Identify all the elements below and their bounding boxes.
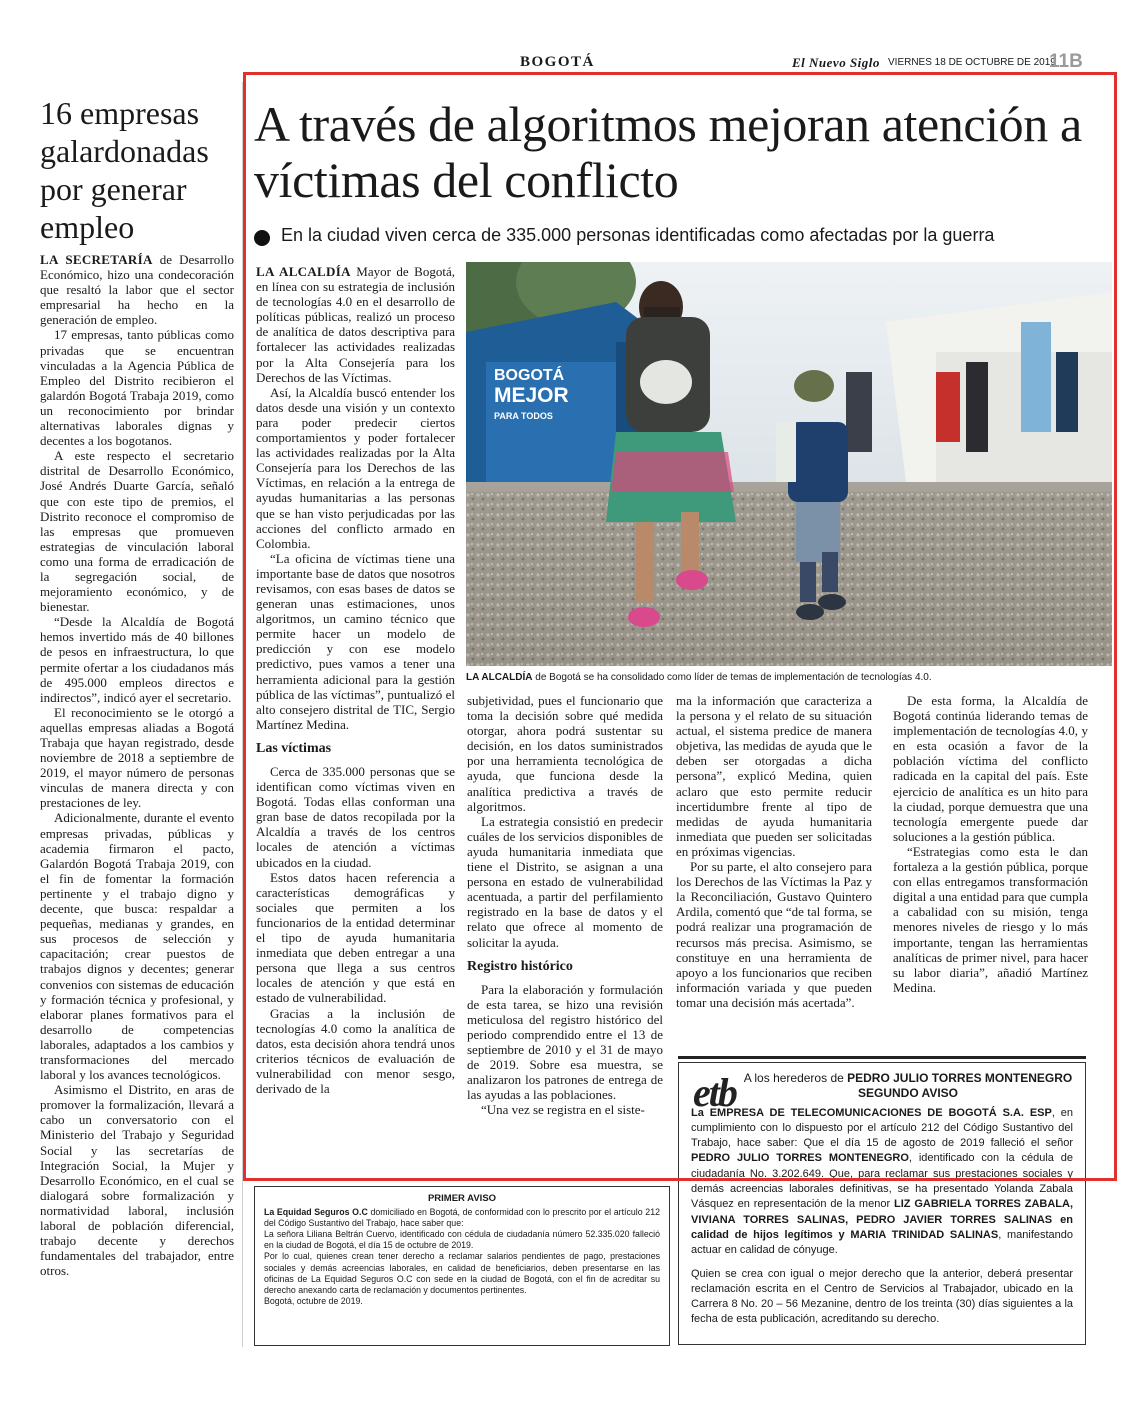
side-article-body bbox=[40, 252, 234, 1278]
article-paragraph: Cerca de 335.000 personas que se identifican como víctimas viven en Bogotá. Todas ellas conforman una gran base de datos recopilada por la Alcaldía a través de los centros locales de atención a víctimas ubicados en la ciudad. bbox=[256, 764, 455, 870]
article-paragraph: “Estrategias como esta le dan fortaleza a la gestión pública, porque con ellas entregamos transformación digital a una entidad para que cumpla a cabalidad con su misión, tenga menores niveles de riesgo y lo más importante, tengan las herramientas analíticas de primer nivel, para hacer su labor diaria”, añadió Martínez Medina. bbox=[893, 843, 1088, 995]
article-paragraph: ma la información que caracteriza a la persona y el relato de su situación actual, el sistema predice de manera objetiva, las medidas de ayuda que le deben ser otorgadas a dicha persona”, explicó Medina, quien aclaro que esto permite reducir incertidumbre frente al tipo de medidas de ayuda humanitaria inmediata que pueden ser solicitadas en próximas vigencias. bbox=[676, 693, 872, 859]
caption-lead: LA ALCALDÍA bbox=[466, 672, 533, 683]
notice-paragraph: La señora Liliana Beltrán Cuervo, identificado con cédula de ciudadanía número 52.335.020 falleció en la ciudad de Bogotá, el día 15 de octubre de 2019. bbox=[264, 1229, 660, 1251]
photo-sign-text: MEJOR bbox=[494, 384, 569, 407]
side-article-paragraph: “Desde la Alcaldía de Bogotá hemos invertido más de 40 billones de pesos en infraestructura, lo que permite ofertar a los ciudadanos más de 495.000 empleos directos e indirectos”, indicó ayer el secretario. bbox=[40, 614, 234, 705]
notice-title: PRIMER AVISO bbox=[427, 1193, 497, 1204]
photo-caption: LA ALCALDÍA de Bogotá se ha consolidado como líder de temas de implementación de tecnologías 4.0. bbox=[466, 672, 932, 683]
side-article-paragraph: LA SECRETARÍA de Desarrollo Económico, hizo una condecoración que resaltó la labor que el sector empresarial ha hecho en la generación de empleo. bbox=[40, 252, 234, 328]
article-paragraph: La estrategia consistió en predecir cuáles de los servicios disponibles de ayuda humanitaria inmediata que tiene el Distrito, se asignan a una persona en estado de vulnerabilidad acentuada, a partir del perfilamiento registrado en la base de datos y el relato que ofrece al momento de solicitar la ayuda. bbox=[467, 813, 663, 950]
side-article-paragraph: 17 empresas, tanto públicas como privadas que se encuentran vinculadas a la Agencia Pública de Empleo del Distrito recibieron el galardón Bogotá Trabaja 2019, como un reconocimiento por brindar alternativas laborales dignas y decentes a los bogotanos. bbox=[40, 327, 234, 449]
article-subhead: Registro histórico bbox=[467, 958, 573, 974]
masthead-logo: El Nuevo Siglo bbox=[792, 55, 880, 70]
notice-paragraph: La Equidad Seguros O.C domiciliado en Bogotá, de conformidad con lo prescrito por el artículo 212 del Código Sustantivo del Trabajo, hace saber que: bbox=[264, 1207, 660, 1229]
article-paragraph: “Una vez se registra en el siste- bbox=[481, 1102, 645, 1118]
notice-paragraph: Bogotá, octubre de 2019. bbox=[264, 1295, 363, 1306]
article-paragraph: subjetividad, pues el funcionario que toma la decisión sobre qué medida otorgar, ahora podrá sustentar su decisión, en los datos suministrados por una herramienta tecnológica de ayuda, que funciona desde la analítica predictiva a través de algoritmos. bbox=[467, 693, 663, 814]
photo-sign-text: PARA TODOS bbox=[494, 411, 553, 421]
side-article-paragraph: Asimismo el Distrito, en aras de promover la formalización, llevará a cabo un conversatorio con el Ministerio del Trabajo y Seguridad Social y las secretarías de Integración Social, la Mujer y Desarrollo Económico, en el cual se dialogará sobre formalización y normatividad laboral, inclusión laboral de población diferencial, trabajo decente y derechos fundamentales del trabajador, entre otros. bbox=[40, 1082, 234, 1279]
article-paragraph: Estos datos hacen referencia a características demográficas y sociales que permiten a los funcionarios de la entidad determinar el tipo de ayuda humanitaria inmediata que deben entregar a una persona que llega a sus centros locales de atención y que está en estado de vulnerabilidad. bbox=[256, 869, 455, 1006]
article-subhead: Las víctimas bbox=[256, 740, 332, 756]
section-name: BOGOTÁ bbox=[520, 54, 595, 70]
article-paragraph: LA ALCALDÍA Mayor de Bogotá, en línea con su estrategia de inclusión de tecnologías 4.0 en el desarrollo de políticas públicas, realizó un proceso de analítica de datos descriptiva para fortalecer las actividades realizadas por la Alta Consejería para los Derechos de las Víctimas. bbox=[256, 264, 455, 385]
legal-notice-equidad bbox=[254, 1186, 670, 1346]
article-paragraph: Así, la Alcaldía buscó entender los datos desde una visión y un contexto para poder predecir ciertos comportamientos y poder fortalecer las actividades realizadas por la Alta Consejería para los Derechos de las Víctimas, en relación a la entrega de ayudas humanitarias a las personas que se han visto perjudicadas por las acciones del conflicto armado en Colombia. bbox=[256, 384, 455, 551]
issue-date: VIERNES 18 DE OCTUBRE DE 2019 bbox=[888, 57, 1056, 68]
etb-logo: etb bbox=[693, 1070, 736, 1115]
side-article-paragraph: A este respecto el secretario distrital de Desarrollo Económico, José Andrés Duarte García, señaló que con este tipo de premios, el Distrito reconoce el compromiso de las empresas que promueven estrategias de vinculación laboral como una forma de erradicación de la segregación social, de mejoramiento económico, y de bienestar. bbox=[40, 448, 234, 615]
highlight-frame bbox=[243, 72, 1117, 1181]
main-article-subtitle: En la ciudad viven cerca de 335.000 personas identificadas como afectadas por la guerra bbox=[281, 225, 995, 245]
article-lead: LA ALCALDÍA bbox=[256, 264, 351, 279]
notice-paragraph: Quien se crea con igual o mejor derecho que la anterior, deberá presentar reclamación escrita en el Centro de Servicios al Trabajador, ubicado en la Carrera 8 No. 20 – 56 Mezanine, dentro de los treinta (30) días siguientes a la fecha de esta publicación, acreditando su derecho. bbox=[691, 1267, 1073, 1326]
article-paragraph: “La oficina de víctimas tiene una importante base de datos que nosotros revisamos, con esas bases de datos se generan unas estimaciones, unos algoritmos, un camino técnico que permite hacer un modelo de predicción y con ese modelo predictivo, pues vamos a tener una herramienta adicional para la gestión pública de las víctimas”, puntualizó el alto consejero distrital de TIC, Sergio Martínez Medina. bbox=[256, 550, 455, 732]
notice-subheading: SEGUNDO AVISO bbox=[857, 1086, 958, 1101]
photo-sign-text: BOGOTÁ bbox=[494, 367, 565, 384]
side-article-paragraph: Adicionalmente, durante el evento empresas privadas, públicas y academia firmaron el pacto, Galardón Bogotá Trabaja 2019, con el fin de fomentar la formación pertinente y el trabajo digno y decente, que busca: respaldar a pequeñas, medianas y grandes, en sus procesos de selección y capacitación; crear puestos de trabajos dignos y decentes; generar convenios con sistemas de educación y formación técnica y profesional, y elaborar planes formativos para el desarrollo de competencias laborales, adaptados a los cambios y transformaciones del mercado laboral y los avances tecnológicos. bbox=[40, 810, 234, 1083]
main-article-headline: A través de algoritmos mejoran atención a víctimas del conflicto bbox=[254, 96, 1082, 208]
article-paragraph: Por su parte, el alto consejero para los Derechos de las Víctimas la Paz y la Reconciliación, Gustavo Quintero Ardila, comentó que “de tal forma, se podrá realizar una programación de recursos más precisa. Asimismo, se constituye en una herramienta de apoyo a los funcionarios que reciben información variada y que pueden tomar una decisión más acertada”. bbox=[676, 859, 872, 1010]
article-paragraph: De esta forma, la Alcaldía de Bogotá continúa liderando temas de implementación de tecnologías 4.0, y en esta ocasión a favor de la población víctima del conflicto radicada en la capital del país. Este ejercicio de analítica es un hito para la ciudad, porque demuestra que una tecnología emergente puede dar soluciones a la gestión pública. bbox=[893, 693, 1088, 844]
side-article-lead: LA SECRETARÍA bbox=[40, 252, 153, 267]
notice-heading: A los herederos de PEDRO JULIO TORRES MONTENEGRO bbox=[743, 1071, 1073, 1085]
notice-paragraph: Por lo cual, quienes crean tener derecho a reclamar salarios pendientes de pago, prestaciones sociales y demás acreencias laborales, en calidad de beneficiarios, deben presentarse en las oficinas de La Equidad Seguros O.C con sede en la ciudad de Bogotá, con el fin de acreditar su derecho anexando carta de reclamación y documentos pertinentes. bbox=[264, 1251, 660, 1295]
article-paragraph: Gracias a la inclusión de tecnologías 4.0 como la analítica de datos, esta decisión ahora tendrá unos criterios técnicos de evaluación de vulnerabilidad con menor sesgo, derivado de la bbox=[256, 1005, 455, 1096]
side-article-title: 16 empresas galardonadas por generar empleo bbox=[40, 95, 209, 245]
page-number: 11B bbox=[1049, 51, 1083, 72]
side-article-paragraph: El reconocimiento se le otorgó a aquellas empresas aliadas a Bogotá Trabaja que hayan registrado, desde noviembre de 2018 a septiembre de 2019, el mayor número de personas vinculas de manera directa y con prestaciones de ley. bbox=[40, 704, 234, 811]
notice-paragraph: La EMPRESA DE TELECOMUNICACIONES DE BOGOTÁ S.A. ESP, en cumplimiento con lo dispuesto por el artículo 212 del Código Sustantivo del Trabajo, hace saber: Que el día 15 de agosto de 2019 falleció el señor PEDRO JULIO TORRES MONTENEGRO, identificado con la cédula de ciudadanía No. 3.202.649. Que, para reclamar sus prestaciones sociales y demás acreencias laborales definitivas, se ha presentado Yolanda Zabala Vásquez en representación de la menor LIZ GABRIELA TORRES ZABALA, VIVIANA TORRES SALINAS, PEDRO JAVIER TORRES SALINAS en calidad de hijos legítimos y MARIA TRINIDAD SALINAS, manifestando actuar en calidad de cónyuge. bbox=[691, 1106, 1074, 1257]
article-paragraph: Para la elaboración y formulación de esta tarea, se hizo una revisión meticulosa del registro histórico del periodo comprendido entre el 13 de septiembre de 2010 y el 31 de mayo de 2019. Sobre esa muestra, se analizaron los patrones de entrega de las ayudas a las poblaciones. bbox=[467, 981, 663, 1103]
